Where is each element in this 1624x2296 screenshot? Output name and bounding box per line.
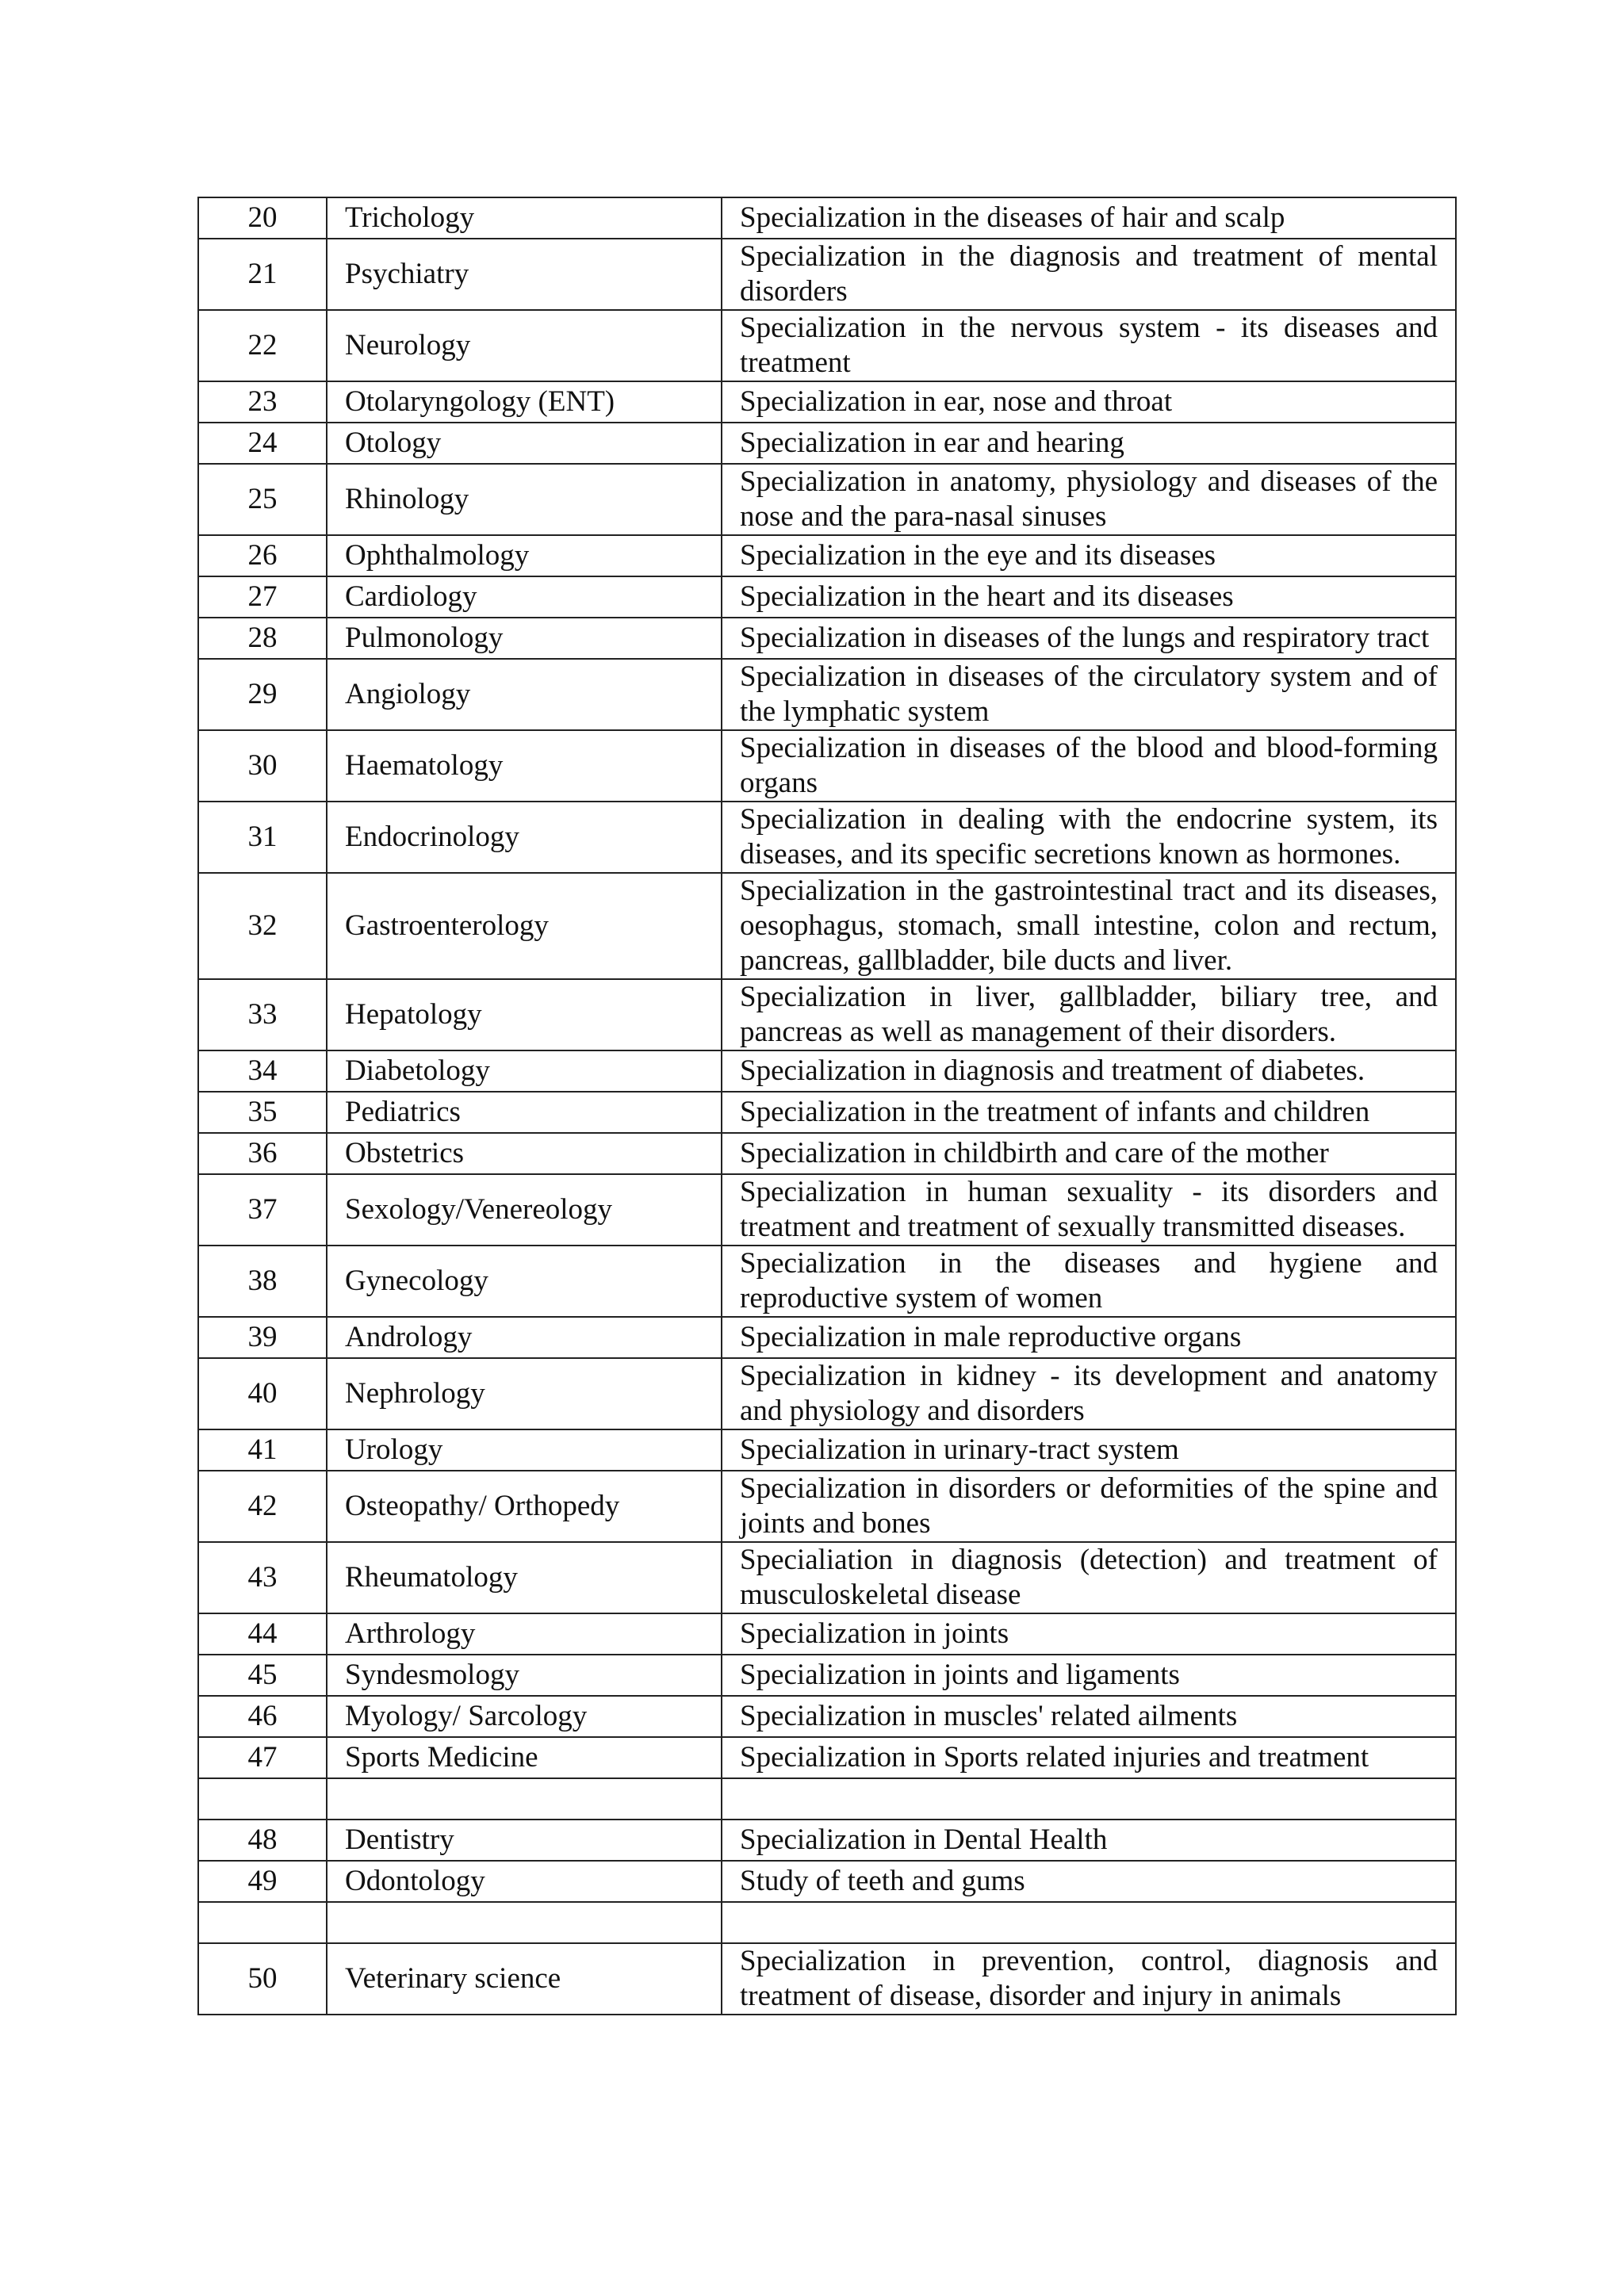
specialty-name-cell: Pediatrics xyxy=(327,1092,722,1133)
specialty-description-cell: Specialization in urinary-tract system xyxy=(722,1429,1456,1471)
empty-table-row xyxy=(198,1778,1456,1820)
table-row xyxy=(198,1317,1456,1358)
table-row xyxy=(198,802,1456,873)
row-number-cell: 25 xyxy=(198,464,327,535)
table-row xyxy=(198,423,1456,464)
row-number-cell: 20 xyxy=(198,197,327,239)
table-row xyxy=(198,239,1456,310)
row-number-cell xyxy=(198,1902,327,1943)
specialty-description-cell: Specialization in dealing with the endocrine system, its diseases, and its specific secretions known as hormones. xyxy=(722,802,1456,873)
row-number-cell: 43 xyxy=(198,1542,327,1613)
row-number-cell: 36 xyxy=(198,1133,327,1174)
row-number-cell: 30 xyxy=(198,730,327,802)
specialty-description-cell: Specialization in the diseases of hair and scalp xyxy=(722,197,1456,239)
row-number-cell: 42 xyxy=(198,1471,327,1542)
specialty-name-cell: Psychiatry xyxy=(327,239,722,310)
specialty-name-cell: Syndesmology xyxy=(327,1655,722,1696)
table-row xyxy=(198,1133,1456,1174)
row-number-cell: 48 xyxy=(198,1820,327,1861)
row-number-cell: 45 xyxy=(198,1655,327,1696)
table-row xyxy=(198,1358,1456,1429)
table-row xyxy=(198,1655,1456,1696)
specialty-description-cell: Specialization in human sexuality - its disorders and treatment and treatment of sexually transmitted diseases. xyxy=(722,1174,1456,1246)
specialty-description-cell: Specialization in ear and hearing xyxy=(722,423,1456,464)
table-row xyxy=(198,1542,1456,1613)
table-row xyxy=(198,1174,1456,1246)
specialty-name-cell: Osteopathy/ Orthopedy xyxy=(327,1471,722,1542)
specialty-description-cell: Specialization in the treatment of infants and children xyxy=(722,1092,1456,1133)
specialty-name-cell: Pulmonology xyxy=(327,618,722,659)
table-row xyxy=(198,979,1456,1050)
specialty-description-cell: Specialization in diseases of the circulatory system and of the lymphatic system xyxy=(722,659,1456,730)
specialty-name-cell: Gastroenterology xyxy=(327,873,722,979)
table-row xyxy=(198,659,1456,730)
row-number-cell: 33 xyxy=(198,979,327,1050)
table-row xyxy=(198,1737,1456,1778)
row-number-cell xyxy=(198,1778,327,1820)
specialty-name-cell: Sexology/Venereology xyxy=(327,1174,722,1246)
row-number-cell: 26 xyxy=(198,535,327,576)
specialty-name-cell: Hepatology xyxy=(327,979,722,1050)
row-number-cell: 49 xyxy=(198,1861,327,1902)
table-row xyxy=(198,576,1456,618)
specialty-name-cell: Endocrinology xyxy=(327,802,722,873)
specialty-name-cell: Gynecology xyxy=(327,1246,722,1317)
table-row xyxy=(198,1861,1456,1902)
specialty-name-cell: Haematology xyxy=(327,730,722,802)
table-row xyxy=(198,618,1456,659)
specialty-name-cell: Sports Medicine xyxy=(327,1737,722,1778)
specialty-name-cell xyxy=(327,1778,722,1820)
row-number-cell: 24 xyxy=(198,423,327,464)
specialty-name-cell: Odontology xyxy=(327,1861,722,1902)
row-number-cell: 34 xyxy=(198,1050,327,1092)
specialty-name-cell: Obstetrics xyxy=(327,1133,722,1174)
specialty-description-cell: Specialization in kidney - its development and anatomy and physiology and disorders xyxy=(722,1358,1456,1429)
row-number-cell: 41 xyxy=(198,1429,327,1471)
specialty-name-cell: Veterinary science xyxy=(327,1943,722,2015)
specialty-name-cell: Rheumatology xyxy=(327,1542,722,1613)
specialty-description-cell: Specialization in male reproductive organs xyxy=(722,1317,1456,1358)
specialty-name-cell: Arthrology xyxy=(327,1613,722,1655)
row-number-cell: 29 xyxy=(198,659,327,730)
row-number-cell: 50 xyxy=(198,1943,327,2015)
specialty-description-cell: Specialization in ear, nose and throat xyxy=(722,381,1456,423)
specialty-description-cell: Specialization in prevention, control, diagnosis and treatment of disease, disorder and injury in animals xyxy=(722,1943,1456,2015)
specialty-description-cell: Specialization in joints and ligaments xyxy=(722,1655,1456,1696)
table-row xyxy=(198,1943,1456,2015)
specialty-description-cell: Specialization in liver, gallbladder, biliary tree, and pancreas as well as management of their disorders. xyxy=(722,979,1456,1050)
specialty-description-cell: Specialiation in diagnosis (detection) and treatment of musculoskeletal disease xyxy=(722,1542,1456,1613)
specialty-description-cell: Specialization in the eye and its diseases xyxy=(722,535,1456,576)
specialty-description-cell xyxy=(722,1902,1456,1943)
row-number-cell: 21 xyxy=(198,239,327,310)
specialty-name-cell: Diabetology xyxy=(327,1050,722,1092)
table-row xyxy=(198,1471,1456,1542)
specialty-name-cell: Trichology xyxy=(327,197,722,239)
table-row xyxy=(198,310,1456,381)
specialty-description-cell xyxy=(722,1778,1456,1820)
specialty-description-cell: Specialization in childbirth and care of the mother xyxy=(722,1133,1456,1174)
specialty-name-cell xyxy=(327,1902,722,1943)
table-row xyxy=(198,381,1456,423)
row-number-cell: 44 xyxy=(198,1613,327,1655)
table-row xyxy=(198,197,1456,239)
specialty-name-cell: Otolaryngology (ENT) xyxy=(327,381,722,423)
specialty-description-cell: Study of teeth and gums xyxy=(722,1861,1456,1902)
row-number-cell: 46 xyxy=(198,1696,327,1737)
specialty-description-cell: Specialization in the heart and its diseases xyxy=(722,576,1456,618)
empty-table-row xyxy=(198,1902,1456,1943)
specialty-description-cell: Specialization in diagnosis and treatment of diabetes. xyxy=(722,1050,1456,1092)
specialty-name-cell: Rhinology xyxy=(327,464,722,535)
row-number-cell: 39 xyxy=(198,1317,327,1358)
specialty-description-cell: Specialization in anatomy, physiology and diseases of the nose and the para-nasal sinuses xyxy=(722,464,1456,535)
row-number-cell: 22 xyxy=(198,310,327,381)
table-row xyxy=(198,1050,1456,1092)
specialty-name-cell: Neurology xyxy=(327,310,722,381)
specialty-name-cell: Dentistry xyxy=(327,1820,722,1861)
specialty-name-cell: Nephrology xyxy=(327,1358,722,1429)
specialty-description-cell: Specialization in disorders or deformities of the spine and joints and bones xyxy=(722,1471,1456,1542)
table-row xyxy=(198,464,1456,535)
row-number-cell: 27 xyxy=(198,576,327,618)
table-row xyxy=(198,873,1456,979)
table-row xyxy=(198,1092,1456,1133)
specialty-description-cell: Specialization in Sports related injuries and treatment xyxy=(722,1737,1456,1778)
row-number-cell: 35 xyxy=(198,1092,327,1133)
specialty-name-cell: Urology xyxy=(327,1429,722,1471)
table-row xyxy=(198,1613,1456,1655)
table-row xyxy=(198,1696,1456,1737)
specialty-description-cell: Specialization in the nervous system - its diseases and treatment xyxy=(722,310,1456,381)
row-number-cell: 32 xyxy=(198,873,327,979)
row-number-cell: 28 xyxy=(198,618,327,659)
specialty-name-cell: Andrology xyxy=(327,1317,722,1358)
specialty-description-cell: Specialization in Dental Health xyxy=(722,1820,1456,1861)
specialty-description-cell: Specialization in the diagnosis and treatment of mental disorders xyxy=(722,239,1456,310)
specialty-description-cell: Specialization in muscles' related ailments xyxy=(722,1696,1456,1737)
table-row xyxy=(198,535,1456,576)
table-row xyxy=(198,1246,1456,1317)
table-row xyxy=(198,1429,1456,1471)
row-number-cell: 47 xyxy=(198,1737,327,1778)
specialty-name-cell: Angiology xyxy=(327,659,722,730)
row-number-cell: 40 xyxy=(198,1358,327,1429)
specialty-name-cell: Cardiology xyxy=(327,576,722,618)
specialty-description-cell: Specialization in the diseases and hygiene and reproductive system of women xyxy=(722,1246,1456,1317)
table-row xyxy=(198,730,1456,802)
specialty-name-cell: Myology/ Sarcology xyxy=(327,1696,722,1737)
specialization-table xyxy=(197,197,1457,2015)
specialty-name-cell: Otology xyxy=(327,423,722,464)
row-number-cell: 37 xyxy=(198,1174,327,1246)
table-row xyxy=(198,1820,1456,1861)
specialization-table-body xyxy=(198,197,1456,2015)
specialty-description-cell: Specialization in joints xyxy=(722,1613,1456,1655)
specialty-description-cell: Specialization in diseases of the blood and blood-forming organs xyxy=(722,730,1456,802)
specialty-description-cell: Specialization in diseases of the lungs and respiratory tract xyxy=(722,618,1456,659)
specialty-name-cell: Ophthalmology xyxy=(327,535,722,576)
row-number-cell: 38 xyxy=(198,1246,327,1317)
row-number-cell: 23 xyxy=(198,381,327,423)
specialty-description-cell: Specialization in the gastrointestinal tract and its diseases, oesophagus, stomach, small intestine, colon and rectum, pancreas, gallbladder, bile ducts and liver. xyxy=(722,873,1456,979)
row-number-cell: 31 xyxy=(198,802,327,873)
